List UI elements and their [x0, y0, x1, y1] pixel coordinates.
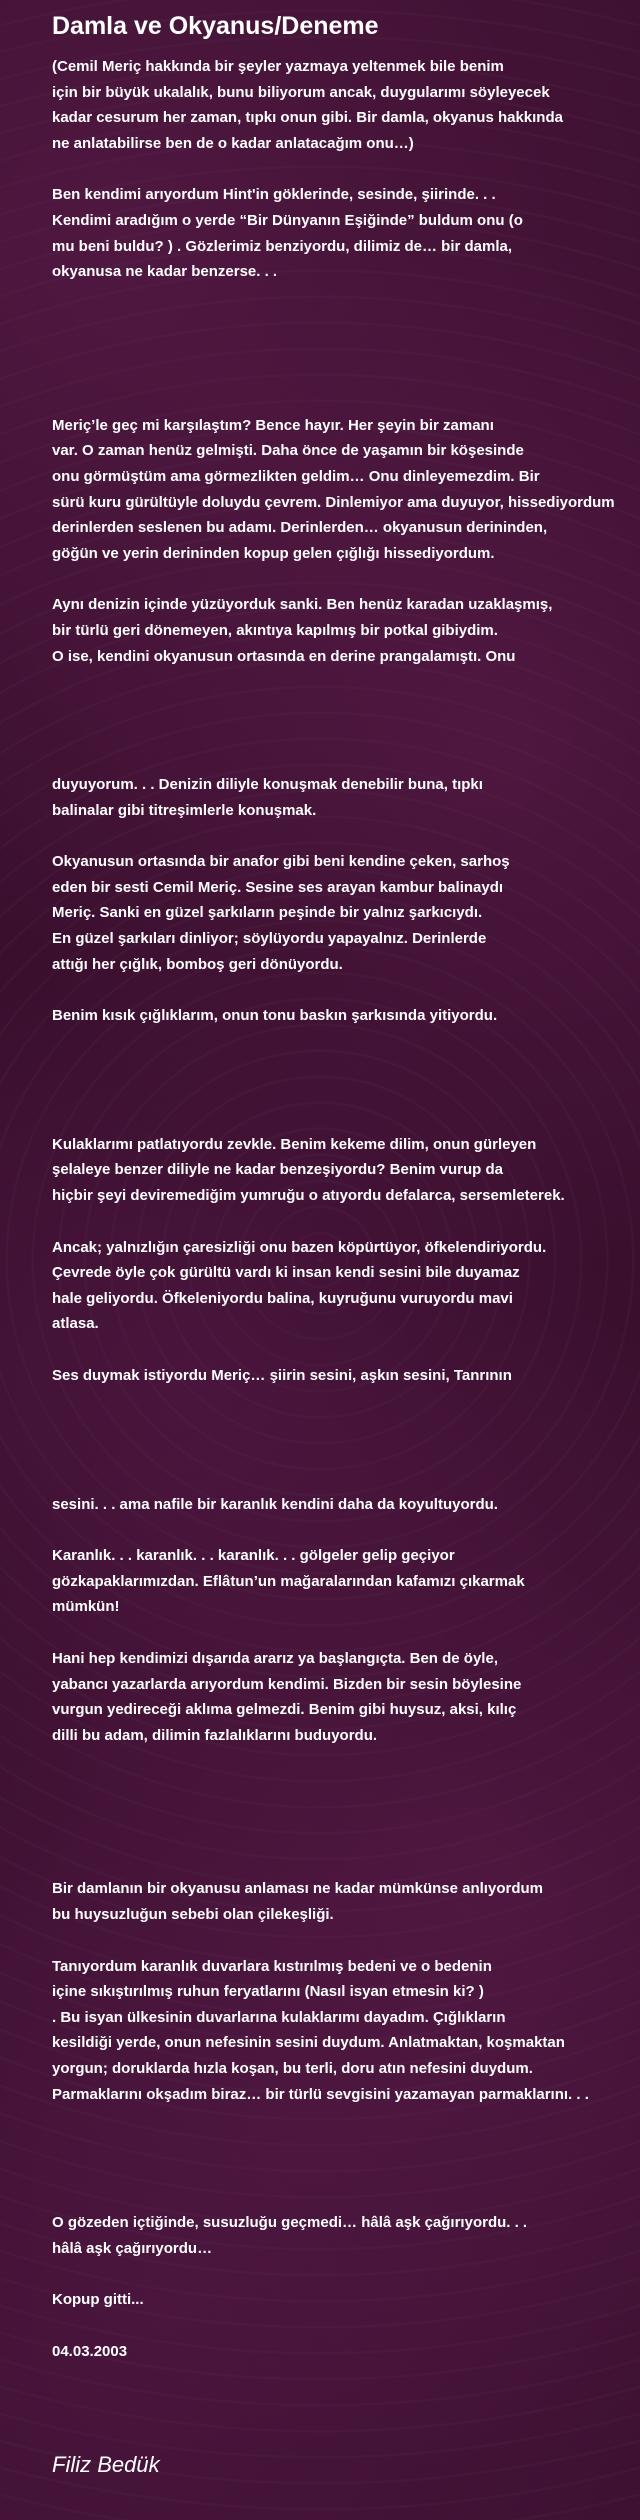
stanza [52, 1235, 637, 1337]
stanza [52, 1132, 637, 1209]
poem-body [52, 54, 637, 2364]
poem-title: Damla ve Okyanus/Deneme [52, 12, 379, 40]
stanza [52, 2339, 637, 2365]
poem-line: göğün ve yerin derininden kopup gelen çığlığı hissediyordum. [52, 544, 495, 562]
poem-line: mümkün! [52, 1598, 120, 1616]
poem-line: attığı her çığlık, bomboş geri dönüyordu. [52, 955, 343, 973]
poem-line: eden bir sesti Cemil Meriç. Sesine ses arayan kambur balinaydı [52, 878, 504, 896]
poem-line: Okyanusun ortasında bir anafor gibi beni kendine çeken, sarhoş [52, 853, 510, 871]
poem-line: gözkapaklarımızdan. Eflâtun’un mağaralarından kafamızı çıkarmak [52, 1572, 525, 1590]
stanza [52, 1363, 637, 1389]
stanza [52, 849, 637, 977]
poem-line: Ben kendimi arıyordum Hint'in göklerinde, sesinde, şiirinde. . . [52, 186, 496, 204]
stanza [52, 1492, 637, 1518]
poem-line: Benim kısık çığlıklarım, onun tonu baskın şarkısında yitiyordu. [52, 1007, 498, 1025]
poem-line: hale geliyordu. Öfkeleniyordu balina, kuyruğunu vuruyordu mavi [52, 1289, 513, 1307]
poem-line: Çevrede öyle çok gürültü vardı ki insan kendi sesini bile duyamaz [52, 1264, 520, 1282]
stanza [52, 2210, 637, 2261]
poem-line: onu görmüştüm ama görmezlikten geldim… Onu dinleyemezdim. Bir [52, 467, 540, 485]
stanza [52, 1003, 637, 1029]
poem-line: Tanıyordum karanlık duvarlara kıstırılmış bedeni ve o bedenin [52, 1957, 492, 1975]
poem-line: içine sıkıştırılmış ruhun feryatlarını (Nasıl isyan etmesin ki? ) [52, 1983, 484, 2001]
poem-line: balinalar gibi titreşimlerle konuşmak. [52, 801, 317, 819]
stanza [52, 413, 637, 567]
poem-line: ne anlatabilirse ben de o kadar anlatacağım onu…) [52, 134, 414, 152]
poem-line: bu huysuzluğun sebebi olan çilekeşliği. [52, 1905, 334, 1923]
poem-author: Filiz Bedük [52, 2452, 160, 2477]
stanza [52, 1954, 637, 2108]
poem-line: Bir damlanın bir okyanusu anlaması ne kadar mümkünse anlıyordum [52, 1880, 543, 1898]
poem-line: yorgun; doruklarda hızla koşan, bu terli, doru atın nefesini duydum. [52, 2059, 533, 2077]
poem-line: mu beni buldu? ) . Gözlerimiz benziyordu, dilimiz de… bir damla, [52, 237, 513, 255]
poem-line: vurgun yedireceği aklıma gelmezdi. Benim gibi huysuz, aksi, kılıç [52, 1701, 517, 1719]
poem-line: Parmaklarını okşadım biraz… bir türlü sevgisini yazamayan parmaklarını. . . [52, 2085, 589, 2103]
poem-line: var. O zaman henüz gelmişti. Daha önce de yaşamın bir köşesinde [52, 442, 524, 460]
poem-line: hiçbir şeyi deviremediğim yumruğu o atıyordu defalarca, sersemleterek. [52, 1187, 565, 1205]
poem-line: bir türlü geri dönemeyen, akıntıya kapılmış bir potkal gibiydim. [52, 621, 498, 639]
poem-line: derinlerden seslenen bu adamı. Derinlerden… okyanusun derininden, [52, 519, 548, 537]
poem-line: şelaleye benzer diliyle ne kadar benzeşiyordu? Benim vurup da [52, 1161, 503, 1179]
poem-line: Ancak; yalnızlığın çaresizliği onu bazen köpürtüyor, öfkelendiriyordu. [52, 1238, 547, 1256]
poem-line: için bir büyük ukalalık, bunu biliyorum ancak, duygularımı söyleyecek [52, 83, 550, 101]
poem-line: Kendimi aradığım o yerde “Bir Dünyanın Eşiğinde” buldum onu (o [52, 211, 523, 229]
stanza [52, 592, 637, 669]
poem-line: . Bu isyan ülkesinin duvarlarına kulaklarımı dayadım. Çığlıkların [52, 2008, 506, 2026]
poem-line: (Cemil Meriç hakkında bir şeyler yazmaya yeltenmek bile benim [52, 58, 504, 75]
stanza [52, 54, 637, 156]
stanza [52, 1543, 637, 1620]
poem-line: kesildiği yerde, onun nefesinin sesini duydum. Anlatmaktan, koşmaktan [52, 2034, 565, 2052]
poem-line: okyanusa ne kadar benzerse. . . [52, 263, 278, 281]
stanza [52, 2287, 637, 2313]
poem-line: sesini. . . ama nafile bir karanlık kendini daha da koyultuyordu. [52, 1495, 498, 1513]
stanza [52, 1876, 637, 1927]
poem-line: atlasa. [52, 1315, 99, 1333]
poem-line: En güzel şarkıları dinliyor; söylüyordu yapayalnız. Derinlerde [52, 930, 487, 948]
poem-line: hâlâ aşk çağırıyordu… [52, 2239, 213, 2257]
poem-line: sürü kuru gürültüyle doluydu çevrem. Dinlemiyor ama duyuyor, hissediyordum [52, 493, 615, 511]
poem-line: Ses duymak istiyordu Meriç… şiirin sesini, aşkın sesini, Tanrının [52, 1367, 512, 1384]
poem-line: Meriç. Sanki en güzel şarkıların peşinde bir yalnız şarkıcıydı. [52, 904, 483, 922]
stanza [52, 772, 637, 823]
poem-line: O gözeden içtiğinde, susuzluğu geçmedi… hâlâ aşk çağırıyordu. . . [52, 2214, 528, 2232]
poem-line: yabancı yazarlarda arıyordum kendimi. Bizden bir sesin böylesine [52, 1675, 522, 1693]
stanza [52, 1646, 637, 1748]
poem-line: kadar cesurum her zaman, tıpkı onun gibi. Bir damla, okyanus hakkında [52, 109, 563, 127]
poem-line: O ise, kendini okyanusun ortasında en derine prangalamıştı. Onu [52, 647, 516, 665]
poem-date: 04.03.2003 [52, 2342, 128, 2360]
poem-line: dilli bu adam, dilimin fazlalıklarını buduyordu. [52, 1726, 378, 1744]
poem-line: Hani hep kendimizi dışarıda ararız ya başlangıçta. Ben de öyle, [52, 1649, 498, 1667]
poem-line: Kopup gitti... [52, 2291, 144, 2309]
poem-line: duyuyorum. . . Denizin diliyle konuşmak denebilir buna, tıpkı [52, 776, 483, 794]
poem-line: Meriç’le geç mi karşılaştım? Bence hayır. Her şeyin bir zamanı [52, 416, 494, 434]
poem-line: Kulaklarımı patlatıyordu zevkle. Benim kekeme dilim, onun gürleyen [52, 1135, 537, 1153]
poem-line: Aynı denizin içinde yüzüyorduk sanki. Ben henüz karadan uzaklaşmış, [52, 596, 553, 614]
poem-line: Karanlık. . . karanlık. . . karanlık. . . gölgeler gelip geçiyor [52, 1547, 455, 1565]
stanza [52, 182, 637, 284]
